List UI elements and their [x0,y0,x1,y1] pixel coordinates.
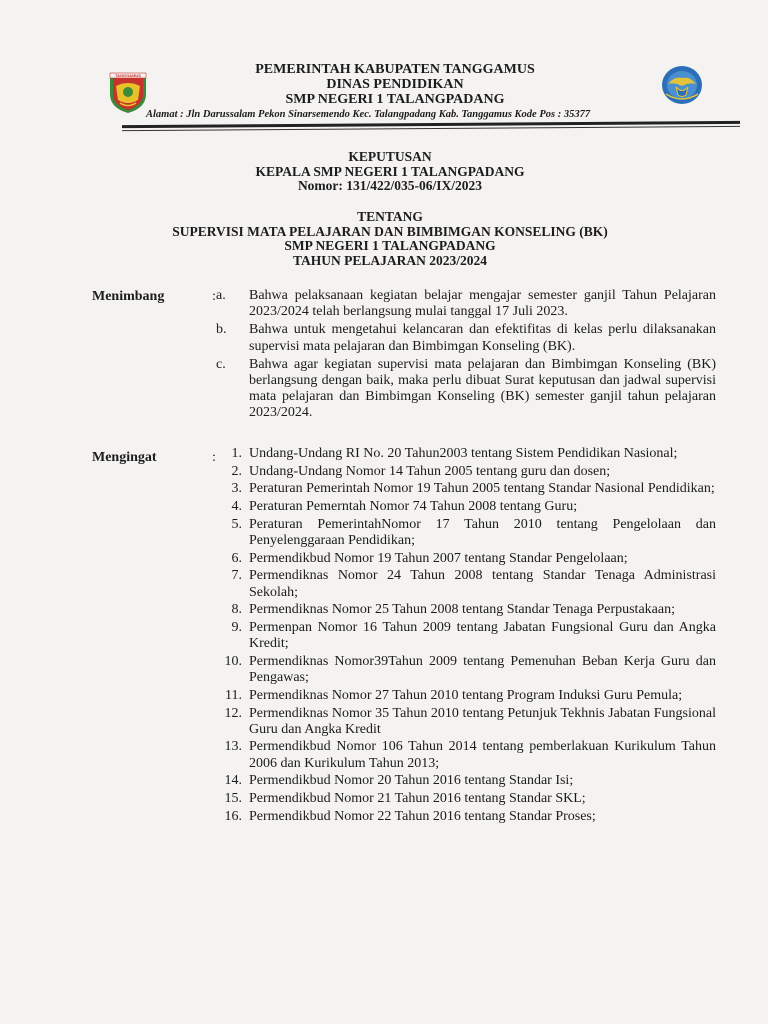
menimbang-item-text: Bahwa agar kegiatan supervisi mata pelajaran dan Bimbimgan Konseling (BK) berlangsung dengan baik, maka perlu dibuat Surat keputusan dan jadwal supervisi mata pelajaran dan Bimbimgan Konseling (BK) semester ganjil tahun pelajaran 2023/2024. [249,356,716,421]
letterhead [160,62,630,107]
menimbang-list [216,288,716,424]
mengingat-item [216,706,716,738]
menimbang-label: Menimbang [92,289,165,304]
mengingat-item [216,791,716,807]
menimbang-colon: : [212,289,216,304]
mengingat-item [216,773,716,789]
menimbang-item [216,357,716,422]
mengingat-item-marker: 3. [231,481,242,497]
mengingat-item [216,517,716,549]
decree-number: Nomor: 131/422/035-06/IX/2023 [297,178,483,193]
mengingat-item [216,688,716,704]
letterhead-agency: DINAS PENDIDIKAN [326,77,464,92]
mengingat-item-marker: 12. [224,705,242,721]
letterhead-school: SMP NEGERI 1 TALANGPADANG [285,92,505,107]
mengingat-item-marker: 7. [231,568,242,584]
mengingat-item-text: Undang-Undang Nomor 14 Tahun 2005 tentang guru dan dosen; [249,463,611,479]
subject-line-3: TAHUN PELAJARAN 2023/2024 [292,252,487,268]
mengingat-item-text: Permendikbud Nomor 20 Tahun 2016 tentang Standar Isi; [249,773,574,789]
mengingat-list [216,446,716,826]
mengingat-label: Mengingat [92,450,157,465]
decree-title: KEPUTUSAN [348,149,432,164]
mengingat-item-marker: 13. [224,739,242,755]
decree-issuer: KEPALA SMP NEGERI 1 TALANGPADANG [255,163,525,179]
menimbang-item-marker: a. [216,288,226,303]
mengingat-colon: : [212,450,216,465]
mengingat-item-marker: 11. [225,687,242,703]
mengingat-item-text: Peraturan PemerintahNomor 17 Tahun 2010 tentang Pengelolaan dan Penyelenggaraan Pendidikan; [249,516,716,549]
mengingat-item [216,739,716,771]
mengingat-item [216,809,716,825]
mengingat-item-text: Undang-Undang RI No. 20 Tahun2003 tentang Sistem Pendidikan Nasional; [249,446,678,461]
mengingat-item-text: Permendikbud Nomor 22 Tahun 2016 tentang Standar Proses; [249,808,596,824]
mengingat-item-marker: 9. [231,620,242,636]
mengingat-item-marker: 6. [231,550,242,566]
menimbang-item [216,288,716,320]
subject-line-1: SUPERVISI MATA PELAJARAN DAN BIMBIMGAN KONSELING (BK) [172,223,608,239]
mengingat-item [216,464,716,480]
subject-title: TENTANG [357,209,423,224]
tanggamus-regency-logo-icon [106,70,150,114]
mengingat-item [216,620,716,652]
mengingat-item-text: Peraturan Pemerintah Nomor 19 Tahun 2005 tentang Standar Nasional Pendidikan; [249,481,715,497]
mengingat-item-marker: 4. [231,499,242,515]
letterhead-government: PEMERINTAH KABUPATEN TANGGAMUS [255,62,535,77]
menimbang-item [216,322,716,354]
mengingat-item-text: Permenpan Nomor 16 Tahun 2009 tentang Jabatan Fungsional Guru dan Angka Kredit; [249,620,716,652]
mengingat-item-text: Permendikbud Nomor 21 Tahun 2016 tentang Standar SKL; [249,791,586,807]
subject-line-2: SMP NEGERI 1 TALANGPADANG [284,238,496,253]
mengingat-item-text: Permendiknas Nomor 27 Tahun 2010 tentang Program Induksi Guru Pemula; [249,687,683,703]
mengingat-item-marker: 14. [224,773,242,789]
menimbang-item-marker: b. [216,322,227,338]
mengingat-item [216,654,716,686]
mengingat-item-text: Permendiknas Nomor 35 Tahun 2010 tentang Petunjuk Tekhnis Jabatan Fungsional Guru dan Angka Kredit [249,705,716,737]
mengingat-item-text: Permendikbud Nomor 19 Tahun 2007 tentang Standar Pengelolaan; [249,550,628,566]
mengingat-item [216,602,716,618]
mengingat-item-marker: 16. [224,808,242,824]
tut-wuri-handayani-logo-icon [660,64,704,106]
mengingat-item-marker: 5. [231,516,242,532]
decree-heading [190,150,590,194]
menimbang-item-text: Bahwa pelaksanaan kegiatan belajar mengajar semester ganjil Tahun Pelajaran 2023/2024 telah berlangsung mulai tanggal 17 Juli 2023. [249,288,716,320]
mengingat-item-text: Peraturan Pemerntah Nomor 74 Tahun 2008 tentang Guru; [249,499,578,515]
subject-heading [120,210,660,268]
mengingat-item-text: Permendiknas Nomor39Tahun 2009 tentang Pemenuhan Beban Kerja Guru dan Pengawas; [249,653,716,686]
logo-left-label: TANGGAMUS [115,73,141,79]
mengingat-item [216,551,716,567]
mengingat-item [216,446,716,462]
mengingat-item-marker: 10. [224,653,242,669]
mengingat-item-marker: 2. [231,463,242,479]
letterhead-address: Alamat : Jln Darussalam Pekon Sinarsemendo Kec. Talangpadang Kab. Tanggamus Kode Pos : 35377 [146,109,591,120]
mengingat-item [216,499,716,515]
mengingat-item-marker: 8. [231,602,242,618]
mengingat-item-text: Permendiknas Nomor 24 Tahun 2008 tentang Standar Tenaga Administrasi Sekolah; [249,568,716,600]
menimbang-item-text: Bahwa untuk mengetahui kelancaran dan efektifitas di kelas perlu dilaksanakan supervisi mata pelajaran dan Bimbimgan Konseling (BK). [249,322,716,354]
mengingat-item-marker: 1. [231,446,242,461]
mengingat-item-marker: 15. [224,791,242,807]
mengingat-item [216,481,716,497]
mengingat-item-text: Permendikbud Nomor 106 Tahun 2014 tentang pemberlakuan Kurikulum Tahun 2006 dan Kurikulum Tahun 2013; [249,739,716,771]
menimbang-item-marker: c. [216,356,226,372]
mengingat-item-text: Permendiknas Nomor 25 Tahun 2008 tentang Standar Tenaga Perpustakaan; [249,602,675,618]
mengingat-item [216,568,716,600]
